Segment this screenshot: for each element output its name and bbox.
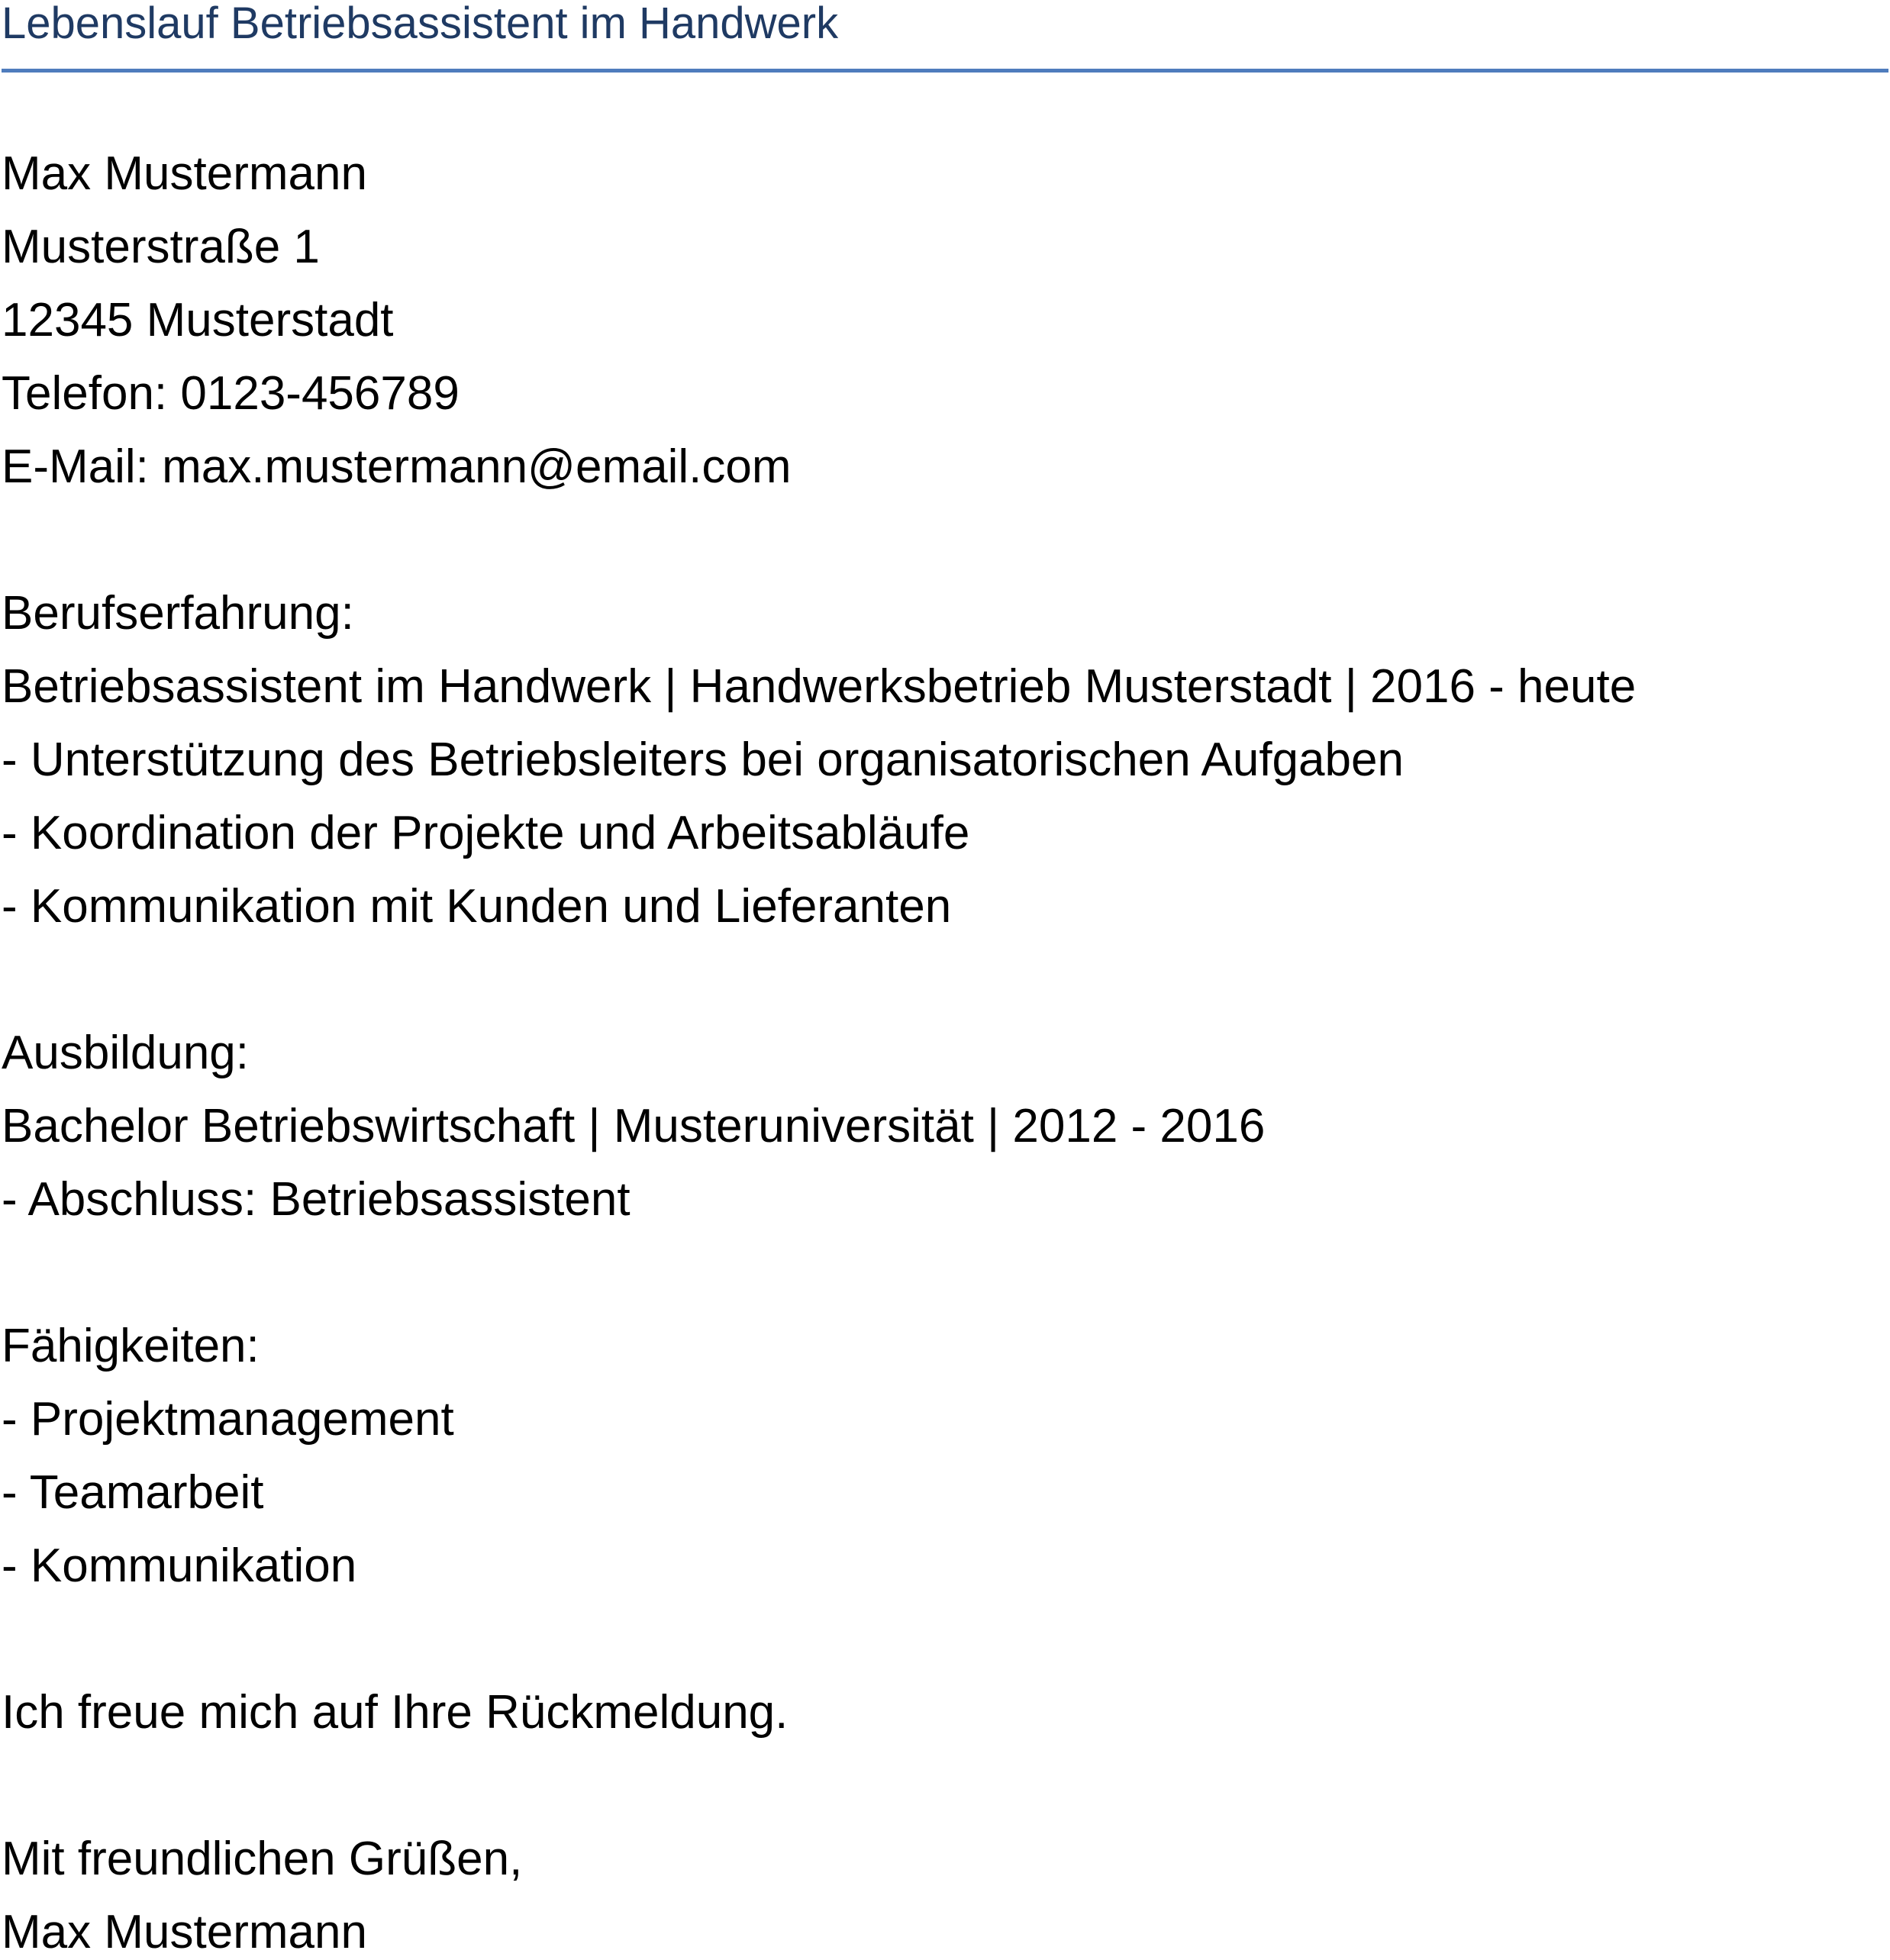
closing-greeting: Mit freundlichen Grüßen, [2, 1833, 523, 1885]
education-item: - Abschluss: Betriebsassistent [2, 1173, 631, 1226]
closing-signature: Max Mustermann [2, 1906, 367, 1958]
skills-item: - Projektmanagement [2, 1393, 454, 1446]
experience-item: - Koordination der Projekte und Arbeitsabläufe [2, 807, 970, 859]
education-degree: Bachelor Betriebswirtschaft | Musteruniversität | 2012 - 2016 [2, 1100, 1266, 1152]
closing-statement: Ich freue mich auf Ihre Rückmeldung. [2, 1686, 789, 1739]
title-underline-divider [2, 69, 1888, 73]
contact-street: Musterstraße 1 [2, 221, 320, 273]
contact-email: E-Mail: max.mustermann@email.com [2, 440, 792, 493]
experience-item: - Unterstützung des Betriebsleiters bei organisatorischen Aufgaben [2, 733, 1404, 786]
skills-item: - Teamarbeit [2, 1466, 264, 1519]
document-title: Lebenslauf Betriebsassistent im Handwerk [2, 0, 839, 48]
experience-position: Betriebsassistent im Handwerk | Handwerksbetrieb Musterstadt | 2016 - heute [2, 660, 1637, 713]
skills-item: - Kommunikation [2, 1539, 357, 1592]
experience-heading: Berufserfahrung: [2, 587, 354, 640]
education-heading: Ausbildung: [2, 1027, 250, 1079]
skills-heading: Fähigkeiten: [2, 1320, 260, 1372]
experience-item: - Kommunikation mit Kunden und Lieferanten [2, 880, 952, 933]
contact-name: Max Mustermann [2, 147, 367, 200]
contact-phone: Telefon: 0123-456789 [2, 367, 460, 420]
contact-city: 12345 Musterstadt [2, 294, 394, 347]
